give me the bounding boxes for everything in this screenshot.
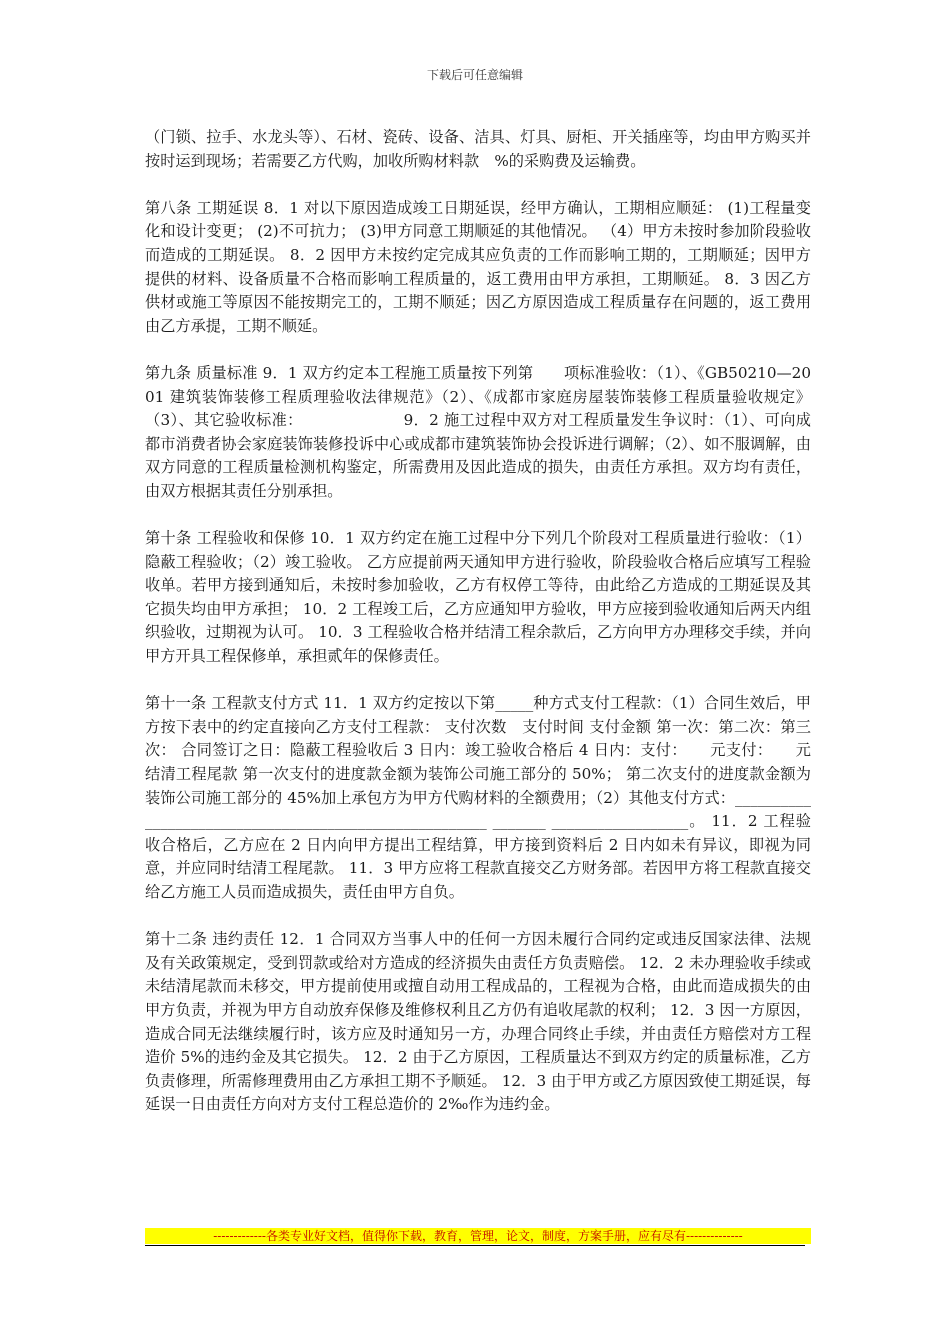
footer-banner: -------------各类专业好文档，值得你下载，教育，管理，论文，制度，方案手册，应有尽有-------------- <box>145 1228 811 1244</box>
paragraph-article-9: 第九条 质量标准 9．1 双方约定本工程施工质量按下列第 项标准验收：（1）、《GB50210—2001 建筑装饰装修工程质理验收法律规范》（2）、《成都市家庭房屋装饰装修工程质量验收规定》（3）、其它验收标准： 9．2 施工过程中双方对工程质量发生争议时：（1）、可向成都市消费者协会家庭装饰装修投诉中心或成都市建筑装饰协会投诉进行调解；（2）、如不服调解，由双方同意的工程质量检测机构鉴定，所需费用及因此造成的损失，由责任方承担。双方均有责任，由双方根据其责任分别承担。 <box>145 363 811 500</box>
page-header: 下载后可任意编辑 <box>426 68 523 82</box>
paragraph-materials: （门锁、拉手、水龙头等）、石材、瓷砖、设备、洁具、灯具、厨柜、开关插座等，均由甲方购买并按时运到现场；若需要乙方代购，加收所购材料款 %的采购费及运输费。 <box>145 128 811 170</box>
paragraph-article-12: 第十二条 违约责任 12．1 合同双方当事人中的任何一方因未履行合同约定或违反国家法律、法规及有关政策规定，受到罚款或给对方造成的经济损失由责任方负责赔偿。 12．2 未办理验收手续或未结清尾款而未移交，甲方提前使用或擅自动用工程成品的，工程视为合格，由此而造成损失的由甲方负责，并视为甲方自动放弃保修及维修权利且乙方仍有追收尾款的权利； 12．3 因一方原因，造成合同无法继续履行时，该方应及时通知另一方，办理合同终止手续，并由责任方赔偿对方工程造价 5%的违约金及其它损失。 12．2 由于乙方原因，工程质量达不到双方约定的质量标准，乙方负责修理，所需修理费用由乙方承担工期不予顺延。 12．3 由于甲方或乙方原因致使工期延误，每延误一日由责任方向对方支付工程总造价的 2‰作为违约金。 <box>145 930 811 1114</box>
paragraph-article-10: 第十条 工程验收和保修 10．1 双方约定在施工过程中分下列几个阶段对工程质量进行验收：（1）隐蔽工程验收；（2）竣工验收。 乙方应提前两天通知甲方进行验收，阶段验收合格后应填写工程验收单。若甲方接到通知后，未按时参加验收，乙方有权停工等待，由此给乙方造成的工期延误及其它损失均由甲方承担； 10．2 工程竣工后，乙方应通知甲方验收，甲方应接到验收通知后两天内组织验收，过期视为认可。 10．3 工程验收合格并结清工程余款后，乙方向甲方办理移交手续，并向甲方开具工程保修单，承担贰年的保修责任。 <box>145 529 811 666</box>
footer-rule <box>145 1245 805 1246</box>
document-body <box>145 126 811 1117</box>
paragraph-article-11: 第十一条 工程款支付方式 11．1 双方约定按以下第_____种方式支付工程款：（1）合同生效后，甲方按下表中的约定直接向乙方支付工程款： 支付次数 支付时间 支付金额 第一次：第二次：第三次： 合同签订之日：隐蔽工程验收后 3 日内：竣工验收合格后 4 日内：支付： 元支付： 元结清工程尾款 第一次支付的进度款金额为装饰公司施工部分的 50%； 第二次支付的进度款金额为装饰公司施工部分的 45%加上承包方为甲方代购材料的全额费用；（2）其他支付方式：_______________________________________________________ _______ __________________。 11．2 工程验收合格后，乙方应在 2 日内向甲方提出工程结算，甲方接到资料后 2 日内如未有异议，即视为同意，并应同时结清工程尾款。 11．3 甲方应将工程款直接交乙方财务部。若因甲方将工程款直接交给乙方施工人员而造成损失，责任由甲方自负。 <box>145 694 811 901</box>
paragraph-article-8: 第八条 工期延误 8．1 对以下原因造成竣工日期延误，经甲方确认，工期相应顺延： (1)工程量变化和设计变更； (2)不可抗力； (3)甲方同意工期顺延的其他情况。 （4）甲方未按时参加阶段验收而造成的工期延误。 8．2 因甲方未按约定完成其应负责的工作而影响工期的，工期顺延；因甲方提供的材料、设备质量不合格而影响工程质量的，返工费用由甲方承担，工期顺延。 8．3 因乙方供材或施工等原因不能按期完工的，工期不顺延；因乙方原因造成工程质量存在问题的，返工费用由乙方承提，工期不顺延。 <box>145 198 811 335</box>
